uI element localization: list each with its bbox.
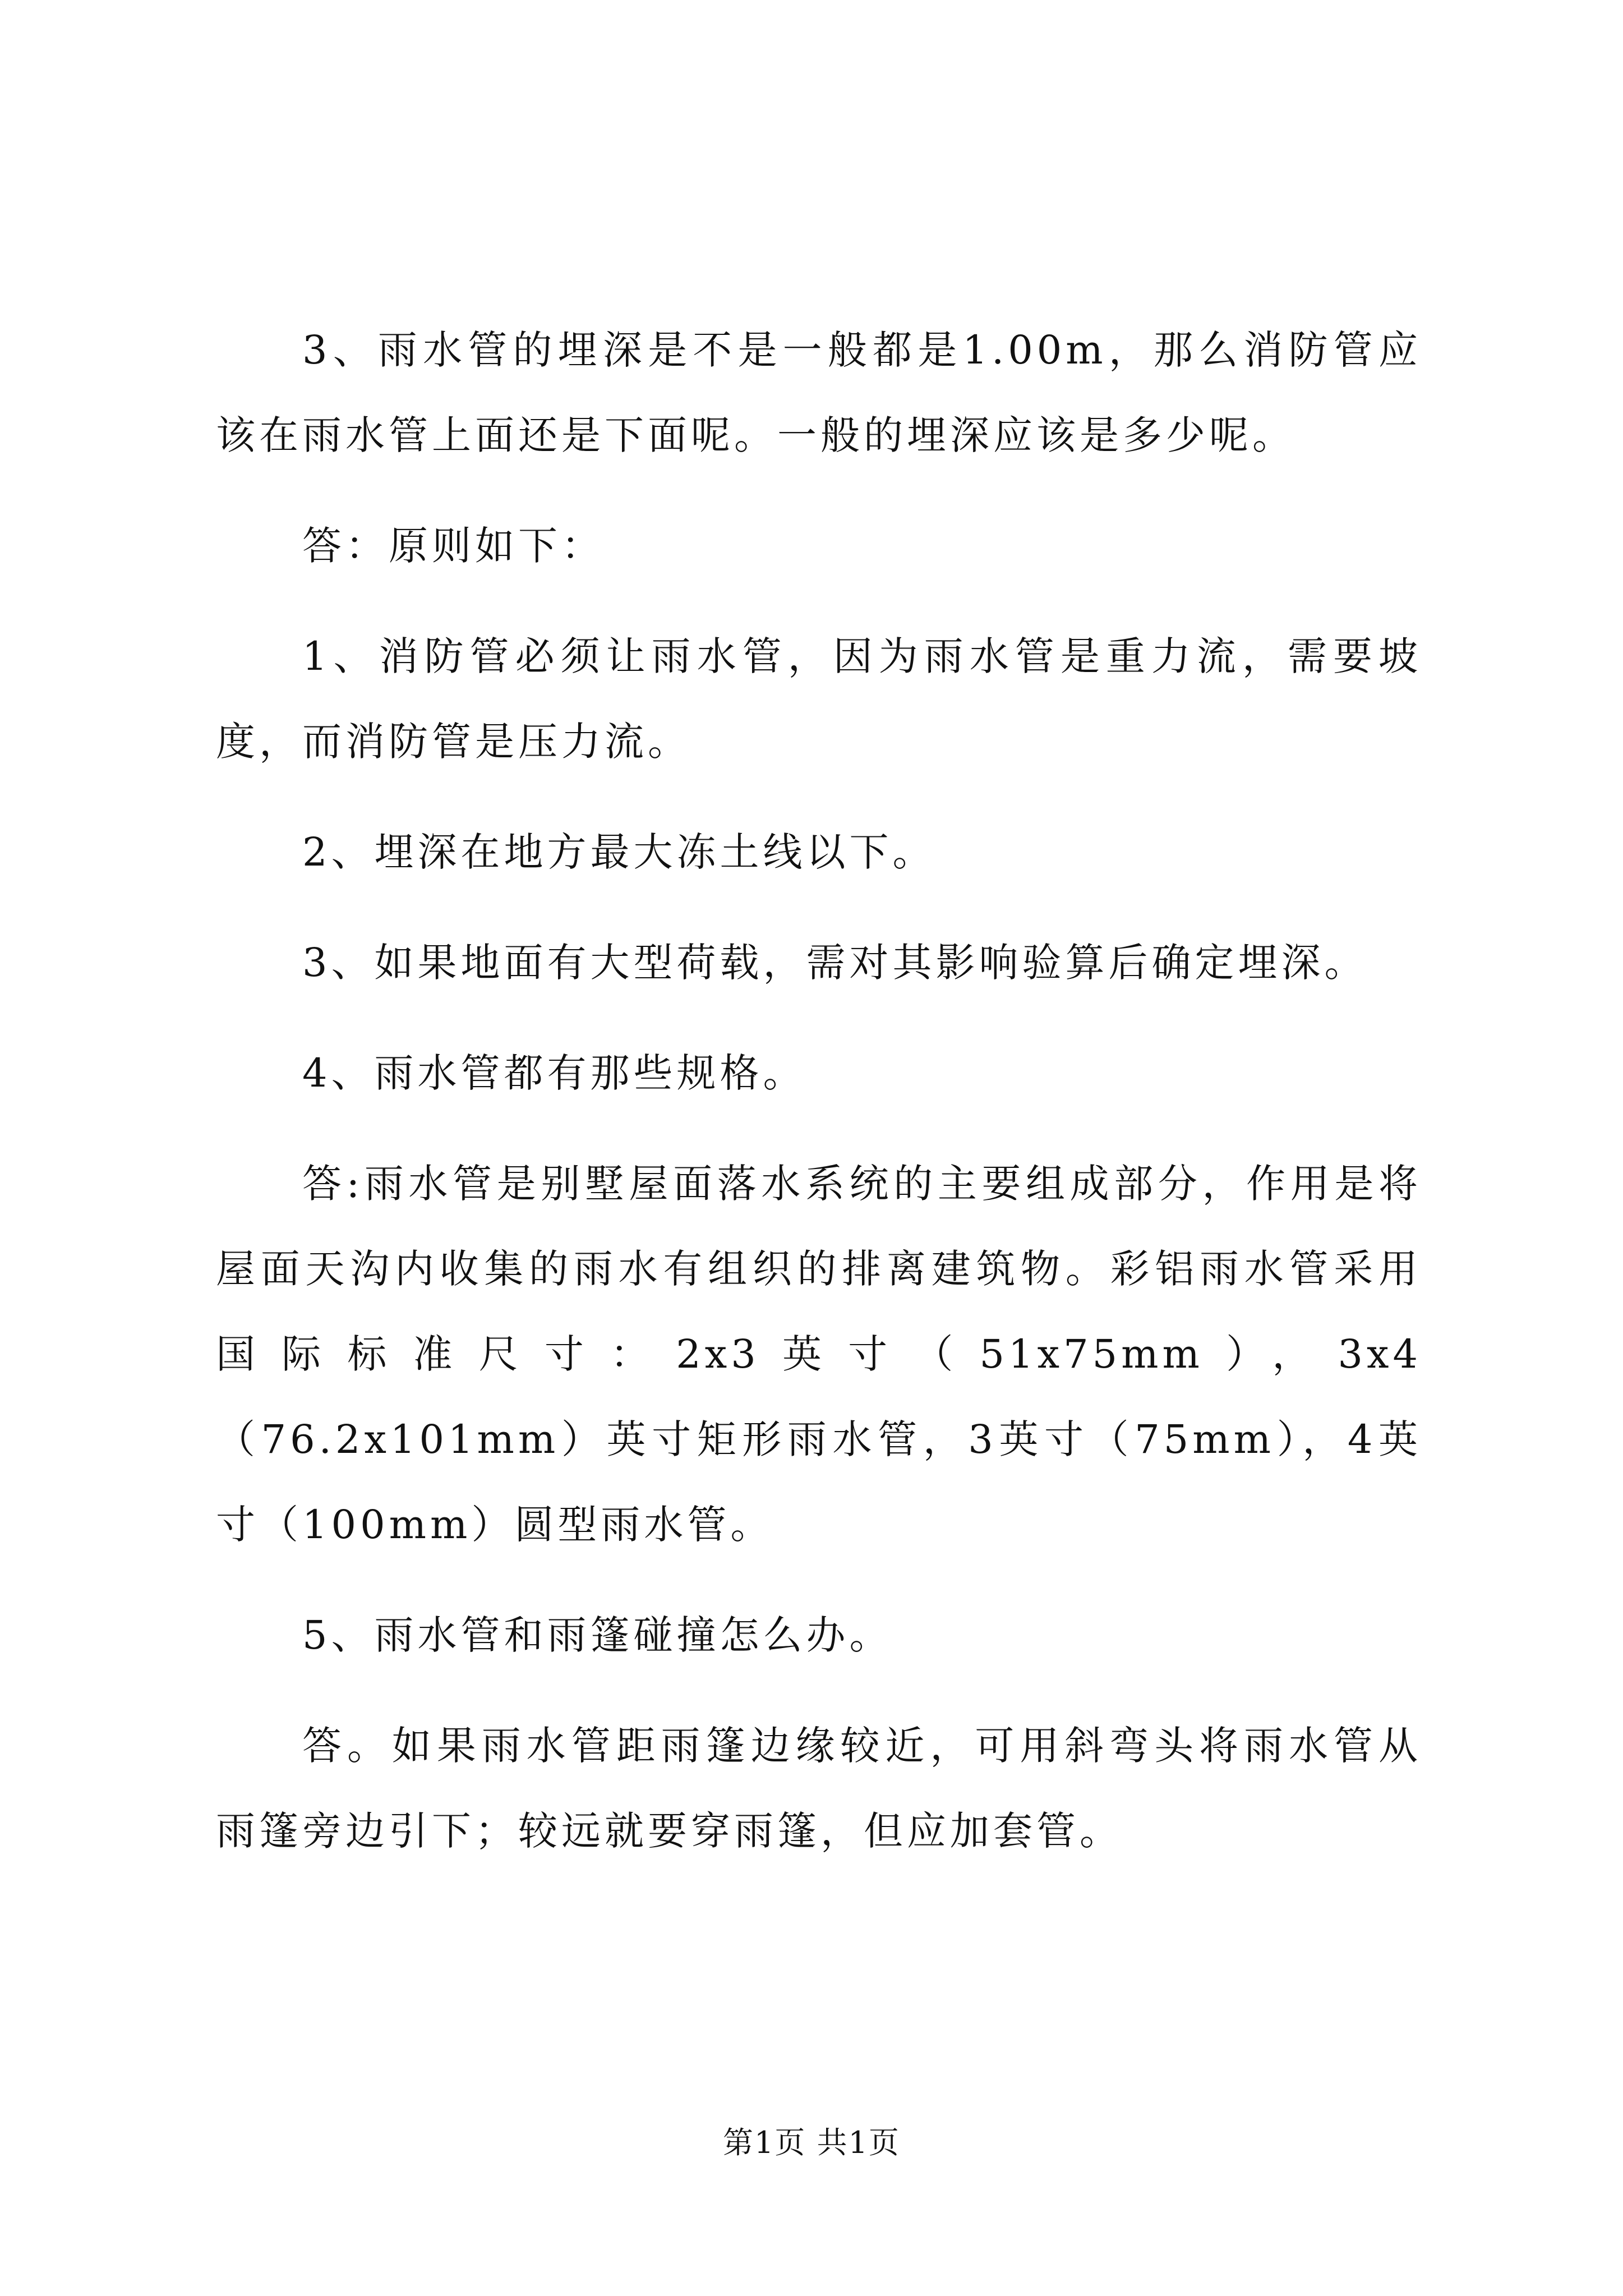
paragraph-question-3: 3、雨水管的埋深是不是一般都是1.00m，那么消防管应该在雨水管上面还是下面呢。一般的埋深应该是多少呢。 [216,327,1422,458]
paragraph-principle-3: 3、如果地面有大型荷载，需对其影响验算后确定埋深。 [302,940,1368,986]
paragraph-answer-intro: 答：原则如下： [302,523,605,569]
paragraph-question-4: 4、雨水管都有那些规格。 [302,1050,806,1096]
page-footer: 第1页 共1页 [723,2125,900,2160]
paragraph-principle-2: 2、埋深在地方最大冻土线以下。 [302,829,936,875]
paragraph-answer-5: 答。如果雨水管距雨篷边缘较近，可用斜弯头将雨水管从雨篷旁边引下；较远就要穿雨篷，但应加套管。 [216,1723,1422,1854]
document-body [216,307,1422,1899]
paragraph-principle-1: 1、消防管必须让雨水管，因为雨水管是重力流，需要坡度，而消防管是压力流。 [216,633,1422,765]
paragraph-question-5: 5、雨水管和雨篷碰撞怎么办。 [302,1612,893,1658]
paragraph-answer-4: 答:雨水管是别墅屋面落水系统的主要组成部分，作用是将屋面天沟内收集的雨水有组织的排离建筑物。彩铝雨水管采用国际标准尺寸：2x3英寸（51x75mm），3x4（76.2x101mm）英寸矩形雨水管，3英寸（75mm），4英寸（100mm）圆型雨水管。 [216,1161,1422,1548]
